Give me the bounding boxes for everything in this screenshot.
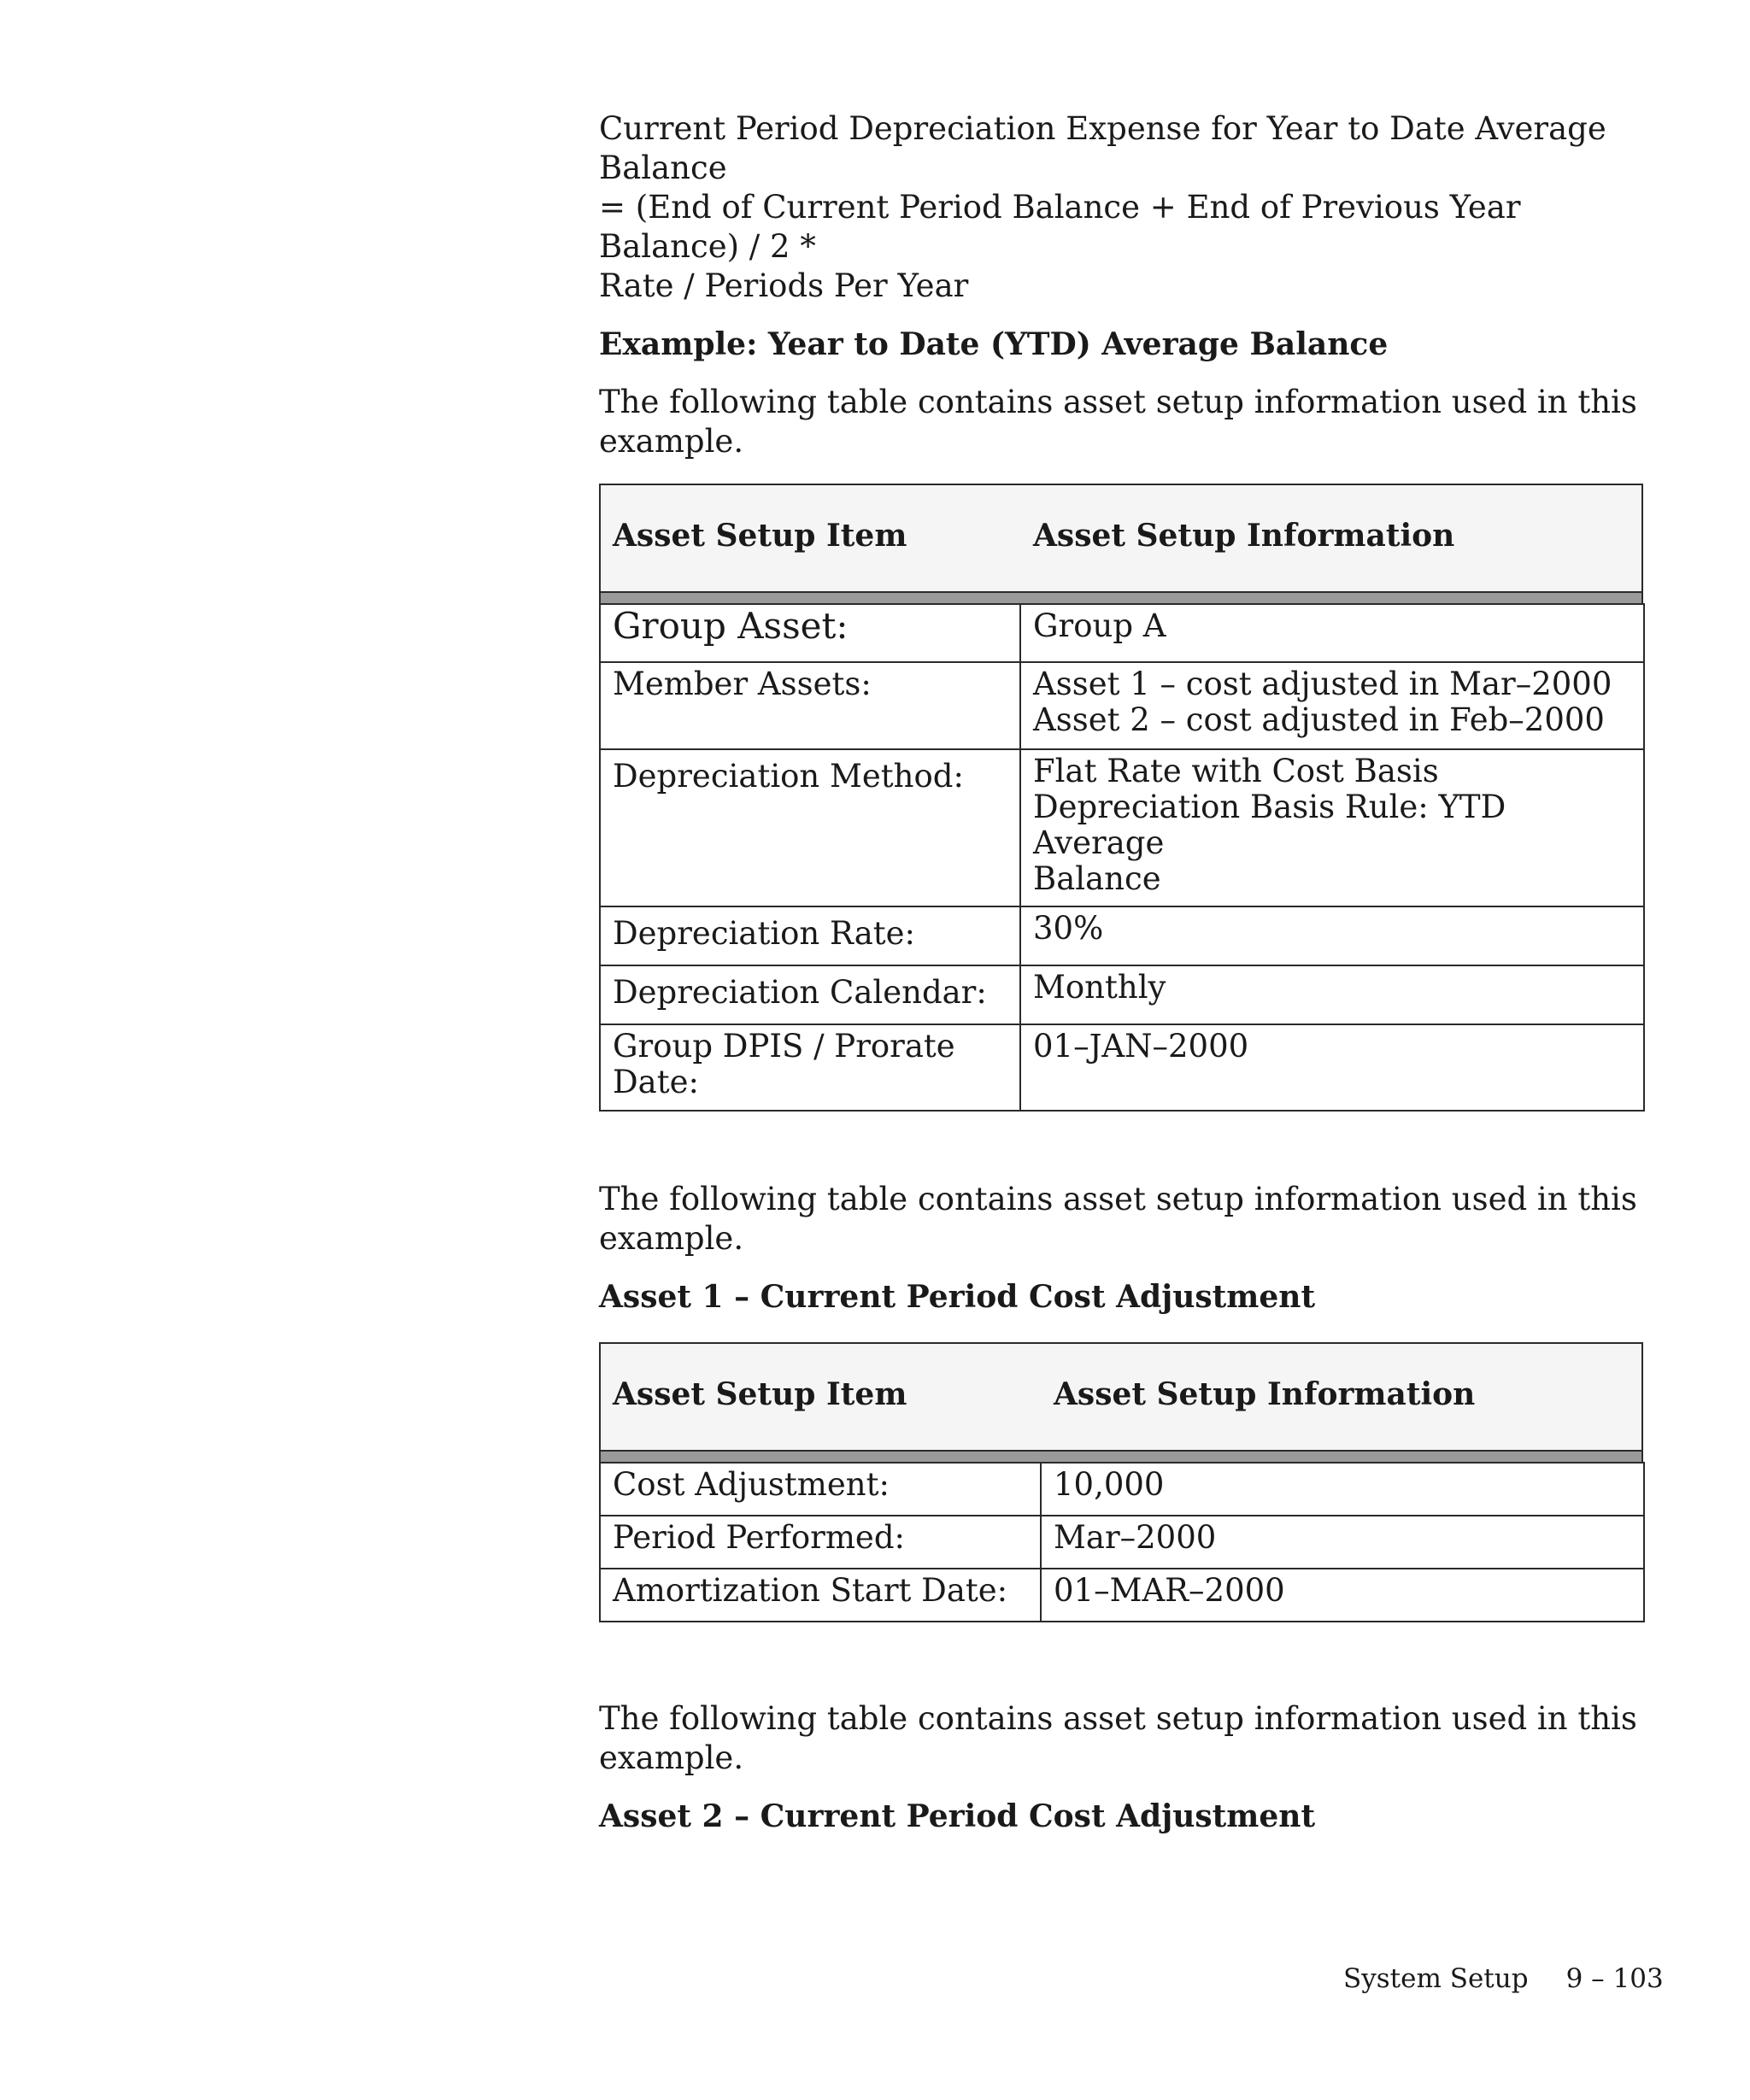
info-line: Depreciation Basis Rule: YTD Average xyxy=(1033,789,1506,861)
table1-intro-line-2: example. xyxy=(599,423,744,460)
table1-row-info: Monthly xyxy=(1020,965,1644,1024)
setup-table-2 xyxy=(599,1342,1643,1622)
table1-row-info: 30% xyxy=(1020,906,1644,965)
setup-table-1 xyxy=(599,484,1643,1112)
table-row xyxy=(600,749,1644,906)
table-row xyxy=(600,1569,1644,1622)
info-line: Balance xyxy=(1033,860,1161,897)
table2-header-rule xyxy=(599,1452,1643,1462)
table-row xyxy=(600,1024,1644,1111)
table2-row-info: Mar–2000 xyxy=(1041,1516,1644,1569)
formula-line-3: Rate / Periods Per Year xyxy=(599,267,969,304)
asset2-heading: Asset 2 – Current Period Cost Adjustment xyxy=(599,1798,1316,1834)
formula-line-1: Current Period Depreciation Expense for Year to Date Average Balance xyxy=(599,110,1606,186)
table2-header xyxy=(599,1342,1643,1452)
table2-intro-line-1: The following table contains asset setup information used in this xyxy=(599,1181,1637,1217)
table2-intro-line-2: example. xyxy=(599,1220,744,1257)
table1-header-rule xyxy=(599,593,1643,603)
table1-intro-line-1: The following table contains asset setup information used in this xyxy=(599,384,1637,420)
table1-row-item: Depreciation Calendar: xyxy=(600,965,1020,1024)
section3-intro-line-2: example. xyxy=(599,1739,744,1776)
table-row xyxy=(600,604,1644,662)
info-line: Asset 1 – cost adjusted in Mar–2000 xyxy=(1033,666,1612,702)
table-row xyxy=(600,1516,1644,1569)
table1-col-item-header: Asset Setup Item xyxy=(613,518,907,554)
example-heading: Example: Year to Date (YTD) Average Balance xyxy=(599,326,1389,362)
table1-row-item: Group DPIS / Prorate Date: xyxy=(600,1024,1020,1111)
table1-header xyxy=(599,484,1643,593)
table1-row-item: Group Asset: xyxy=(600,604,1020,662)
info-line: Flat Rate with Cost Basis xyxy=(1033,753,1439,789)
info-line: Asset 2 – cost adjusted in Feb–2000 xyxy=(1033,701,1605,738)
table2-row-info: 10,000 xyxy=(1041,1463,1644,1516)
footer-section: System Setup xyxy=(1343,1963,1529,1994)
table2-row-item: Cost Adjustment: xyxy=(600,1463,1041,1516)
table-row xyxy=(600,1463,1644,1516)
table-row xyxy=(600,662,1644,749)
table1-row-info xyxy=(1020,662,1644,749)
section3-intro-line-1: The following table contains asset setup information used in this xyxy=(599,1700,1637,1737)
formula-line-2: = (End of Current Period Balance + End of Previous Year Balance) / 2 * xyxy=(599,189,1521,265)
page-content xyxy=(599,109,1643,1836)
table2-row-info: 01–MAR–2000 xyxy=(1041,1569,1644,1622)
table2-row-item: Amortization Start Date: xyxy=(600,1569,1041,1622)
table1-row-item: Depreciation Rate: xyxy=(600,906,1020,965)
table1-row-item: Depreciation Method: xyxy=(600,749,1020,906)
table2-col-item-header: Asset Setup Item xyxy=(613,1376,907,1412)
table-row xyxy=(600,906,1644,965)
page-footer xyxy=(1343,1963,1664,1994)
table1-row-info: 01–JAN–2000 xyxy=(1020,1024,1644,1111)
asset1-heading: Asset 1 – Current Period Cost Adjustment xyxy=(599,1279,1316,1315)
table2-row-item: Period Performed: xyxy=(600,1516,1041,1569)
footer-page-number: 9 – 103 xyxy=(1565,1963,1664,1994)
table1-row-item: Member Assets: xyxy=(600,662,1020,749)
table1-row-info xyxy=(1020,749,1644,906)
table-row xyxy=(600,965,1644,1024)
table1-col-info-header: Asset Setup Information xyxy=(1033,518,1455,554)
table1-body xyxy=(599,603,1645,1112)
table1-row-info: Group A xyxy=(1020,604,1644,662)
table2-body xyxy=(599,1462,1645,1622)
table2-col-info-header: Asset Setup Information xyxy=(1054,1376,1476,1412)
